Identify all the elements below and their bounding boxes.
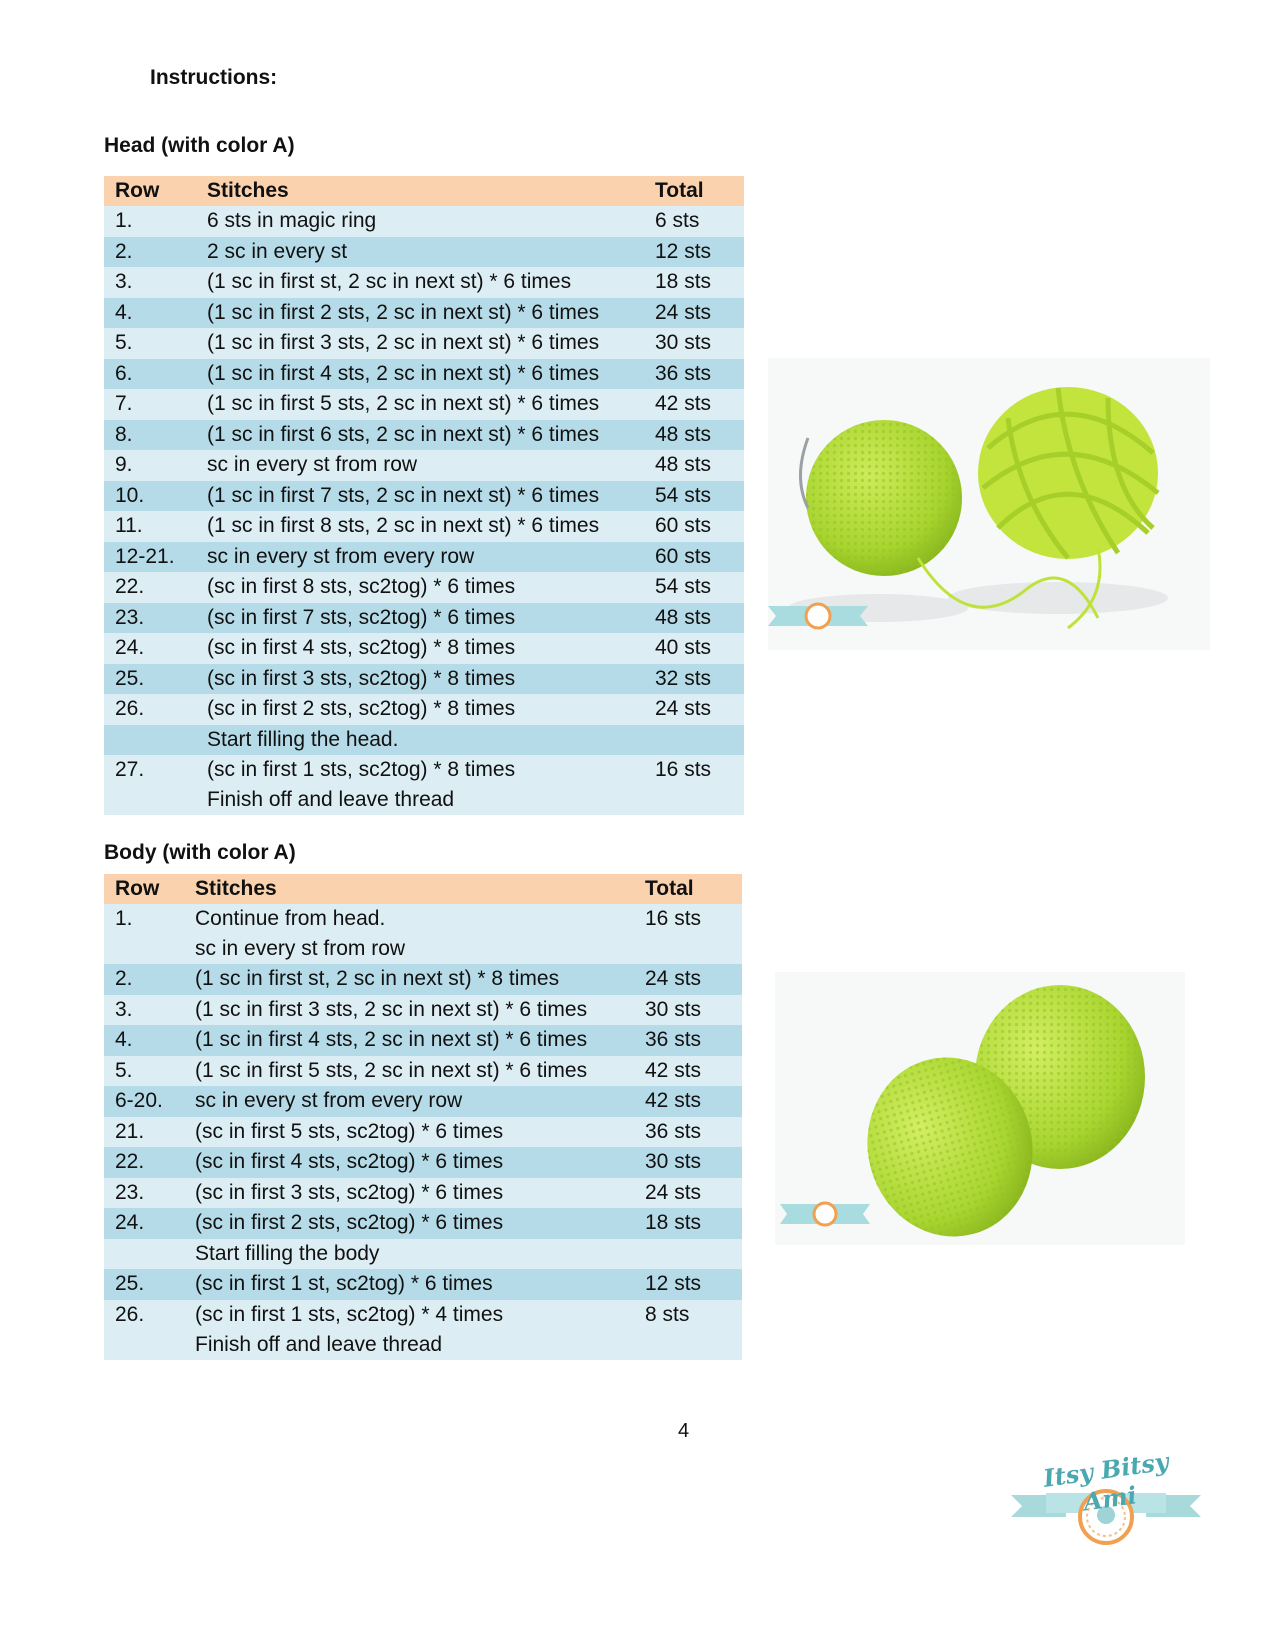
row-number: [104, 1086, 184, 1117]
row-stitches: [196, 633, 644, 664]
row-total: [644, 664, 744, 695]
row-total-text: 54 sts: [655, 483, 712, 507]
row-stitches: [184, 1269, 634, 1300]
row-stitches: [196, 450, 644, 481]
row-stitches-text: (sc in first 4 sts, sc2tog) * 6 times: [195, 1150, 504, 1173]
row-stitches-text: (sc in first 3 sts, sc2tog) * 8 times: [207, 666, 516, 690]
header-total: Total: [644, 176, 744, 206]
table-row: [104, 633, 744, 664]
row-stitches-text: (sc in first 7 sts, sc2tog) * 6 times: [207, 605, 516, 629]
row-total-text: 60 sts: [655, 514, 712, 537]
row-stitches-text: (1 sc in first 2 sts, 2 sc in next st) * 6 times: [207, 300, 600, 324]
row-number: [104, 420, 196, 451]
row-stitches-text: (1 sc in first 5 sts, 2 sc in next st) * 6 times: [195, 1058, 588, 1082]
row-stitches: [196, 328, 644, 359]
row-total-text: 24 sts: [645, 967, 702, 990]
row-number: [104, 1178, 184, 1209]
row-total: [634, 1208, 742, 1239]
row-total-text: 60 sts: [655, 544, 712, 568]
row-stitches-text: (sc in first 1 sts, sc2tog) * 4 times: [195, 1302, 504, 1326]
row-note-text: Finish off and leave thread: [207, 788, 455, 811]
row-stitches-text: (1 sc in first 5 sts, 2 sc in next st) * 6 times: [207, 392, 600, 415]
table-row: [104, 267, 744, 298]
row-number: [104, 511, 196, 542]
row-stitches: [196, 725, 644, 756]
table-row: [104, 481, 744, 512]
row-stitches-text: sc in every st from row: [207, 453, 418, 476]
row-number: [104, 572, 196, 603]
row-number: [104, 542, 196, 573]
row-number: [104, 450, 196, 481]
table-row: [104, 237, 744, 268]
row-number: [104, 1025, 184, 1056]
row-stitches-text: (1 sc in first 7 sts, 2 sc in next st) * 6 times: [207, 483, 600, 507]
row-stitches: [184, 1147, 634, 1178]
row-stitches-text: (1 sc in first 4 sts, 2 sc in next st) * 6 times: [195, 1028, 588, 1051]
row-stitches: [196, 603, 644, 634]
row-total-text: 40 sts: [655, 636, 712, 659]
header-total: Total: [634, 874, 742, 904]
row-number-text: 26.: [115, 1302, 145, 1326]
row-stitches-text: (sc in first 8 sts, sc2tog) * 6 times: [207, 575, 516, 598]
row-number-text: 11.: [115, 514, 143, 537]
row-total: [644, 633, 744, 664]
row-stitches-text: Start filling the body: [195, 1241, 380, 1265]
row-total: [644, 481, 744, 512]
row-total: [644, 542, 744, 573]
row-number: [104, 1147, 184, 1178]
row-total: [644, 420, 744, 451]
row-total: [634, 995, 742, 1026]
row-number: [104, 995, 184, 1026]
row-stitches: [184, 1117, 634, 1148]
row-number-text: 1.: [115, 209, 133, 232]
row-total: [634, 1300, 742, 1360]
watermark-logo: [780, 1203, 870, 1225]
row-stitches: [184, 1208, 634, 1239]
row-stitches-text: Continue from head.: [195, 907, 386, 930]
head-and-body-photo: [775, 972, 1185, 1245]
body-pattern-table: [104, 874, 742, 1360]
row-stitches-text: 6 sts in magic ring: [207, 209, 377, 232]
brand-logo: [1006, 1446, 1206, 1555]
row-number-text: 9.: [115, 453, 133, 476]
row-stitches-text: (1 sc in first 6 sts, 2 sc in next st) * 6 times: [207, 422, 600, 446]
table-row: [104, 206, 744, 237]
table-row: [104, 603, 744, 634]
row-number: [104, 964, 184, 995]
page-number: 4: [678, 1420, 690, 1442]
row-number-text: 24.: [115, 636, 145, 659]
row-number: [104, 389, 196, 420]
row-number: [104, 1300, 184, 1360]
watermark-logo: [768, 604, 868, 628]
row-total: [644, 206, 744, 237]
row-number: [104, 755, 196, 815]
row-stitches-text: (sc in first 4 sts, sc2tog) * 8 times: [207, 636, 516, 659]
table-row: [104, 904, 742, 964]
table-row: [104, 1147, 742, 1178]
row-stitches: [196, 572, 644, 603]
row-stitches: [196, 298, 644, 329]
head-section-title: Head (with color A): [104, 134, 295, 157]
row-stitches: [196, 206, 644, 237]
row-total: [644, 450, 744, 481]
row-total-text: 30 sts: [645, 1150, 702, 1173]
row-number-text: 21.: [115, 1119, 145, 1143]
row-total: [634, 1178, 742, 1209]
row-number: [104, 1269, 184, 1300]
row-total-text: 32 sts: [655, 666, 712, 690]
row-stitches: [196, 267, 644, 298]
row-stitches-text: (1 sc in first st, 2 sc in next st) * 6 times: [207, 270, 572, 293]
row-number-text: 25.: [115, 1272, 145, 1295]
header-row: Row: [104, 176, 196, 206]
table-row: [104, 1117, 742, 1148]
row-total: [634, 1056, 742, 1087]
row-total-text: 8 sts: [645, 1302, 690, 1326]
row-note-text: Finish off and leave thread: [195, 1332, 443, 1356]
row-stitches: [184, 1056, 634, 1087]
row-total-text: 54 sts: [655, 575, 712, 598]
row-stitches-text: (1 sc in first 4 sts, 2 sc in next st) * 6 times: [207, 361, 600, 385]
row-number-text: 23.: [115, 605, 145, 629]
row-stitches-text: (sc in first 2 sts, sc2tog) * 8 times: [207, 697, 516, 720]
row-stitches-text: (1 sc in first 3 sts, 2 sc in next st) * 6 times: [207, 331, 600, 354]
row-number-text: 27.: [115, 758, 145, 781]
row-stitches: [184, 1025, 634, 1056]
row-stitches: [196, 694, 644, 725]
row-number: [104, 267, 196, 298]
row-total-text: 24 sts: [645, 1180, 702, 1204]
row-stitches: [196, 542, 644, 573]
row-number: [104, 1056, 184, 1087]
row-number-text: 8.: [115, 422, 133, 446]
row-number-text: 22.: [115, 1150, 145, 1173]
row-total: [634, 1117, 742, 1148]
table-row: [104, 725, 744, 756]
row-stitches-text: 2 sc in every st: [207, 239, 348, 263]
row-number: [104, 664, 196, 695]
table-row: [104, 1239, 742, 1270]
row-total-text: 48 sts: [655, 605, 712, 629]
row-stitches-text: (sc in first 2 sts, sc2tog) * 6 times: [195, 1211, 504, 1234]
row-total-text: 6 sts: [655, 209, 700, 232]
row-total-text: 36 sts: [655, 361, 712, 385]
row-total-text: 42 sts: [655, 392, 712, 415]
row-stitches: [196, 420, 644, 451]
header-stitches: Stitches: [196, 176, 644, 206]
body-section-title: Body (with color A): [104, 841, 296, 864]
table-row: [104, 298, 744, 329]
row-stitches-text: sc in every st from every row: [207, 544, 475, 568]
row-stitches: [196, 389, 644, 420]
row-stitches: [184, 964, 634, 995]
table-row: [104, 755, 744, 815]
row-total: [644, 328, 744, 359]
table-row: [104, 572, 744, 603]
row-total: [644, 359, 744, 390]
row-number: [104, 603, 196, 634]
instructions-heading: Instructions:: [150, 66, 278, 89]
row-stitches-text: (1 sc in first 8 sts, 2 sc in next st) * 6 times: [207, 514, 600, 537]
row-number-text: 12-21.: [115, 544, 175, 568]
table-row: [104, 1178, 742, 1209]
row-stitches-text: Start filling the head.: [207, 727, 399, 751]
row-total: [644, 237, 744, 268]
row-total-text: 24 sts: [655, 300, 712, 324]
row-total: [644, 603, 744, 634]
row-number-text: 6.: [115, 361, 133, 385]
row-stitches: [184, 1086, 634, 1117]
row-total: [634, 964, 742, 995]
row-stitches: [196, 755, 644, 815]
row-number: [104, 904, 184, 964]
row-number-text: 4.: [115, 300, 133, 324]
row-stitches-text: (sc in first 1 st, sc2tog) * 6 times: [195, 1272, 493, 1295]
brand-logo-text: Itsy Bitsy Ami: [1041, 1446, 1171, 1517]
row-number: [104, 237, 196, 268]
row-number-text: 4.: [115, 1028, 133, 1051]
row-total-text: 12 sts: [655, 239, 712, 263]
row-number: [104, 206, 196, 237]
row-number-text: 24.: [115, 1211, 145, 1234]
row-total: [634, 1239, 742, 1270]
row-total-text: 48 sts: [655, 453, 712, 476]
row-total: [644, 694, 744, 725]
table-row: [104, 995, 742, 1026]
row-total: [634, 1147, 742, 1178]
row-number: [104, 1208, 184, 1239]
row-stitches-text: (1 sc in first st, 2 sc in next st) * 8 times: [195, 967, 560, 990]
table-row: [104, 964, 742, 995]
table-row: [104, 450, 744, 481]
head-and-yarn-photo: [768, 358, 1210, 650]
table-row: [104, 1300, 742, 1360]
row-total: [644, 267, 744, 298]
table-row: [104, 511, 744, 542]
row-total: [644, 572, 744, 603]
table-row: [104, 664, 744, 695]
row-total: [644, 725, 744, 756]
row-total: [644, 389, 744, 420]
row-stitches-text: (sc in first 3 sts, sc2tog) * 6 times: [195, 1180, 504, 1204]
row-stitches-text: (1 sc in first 3 sts, 2 sc in next st) * 6 times: [195, 997, 588, 1021]
row-stitches-text: (sc in first 1 sts, sc2tog) * 8 times: [207, 758, 516, 781]
row-number-text: 23.: [115, 1180, 145, 1204]
row-stitches: [184, 1300, 634, 1360]
table-header-row: [104, 874, 742, 904]
row-stitches: [184, 904, 634, 964]
table-row: [104, 359, 744, 390]
row-number-text: 10.: [115, 483, 145, 507]
table-row: [104, 420, 744, 451]
row-total: [634, 1025, 742, 1056]
row-total-text: 36 sts: [645, 1028, 702, 1051]
row-stitches-text: sc in every st from every row: [195, 1089, 463, 1112]
row-total-text: 30 sts: [645, 997, 702, 1021]
row-number-text: 7.: [115, 392, 133, 415]
table-row: [104, 1025, 742, 1056]
row-stitches: [196, 359, 644, 390]
row-number-text: 1.: [115, 907, 133, 930]
row-total-text: 42 sts: [645, 1058, 702, 1082]
row-total-text: 24 sts: [655, 697, 712, 720]
table-row: [104, 1086, 742, 1117]
row-stitches: [196, 664, 644, 695]
row-number: [104, 694, 196, 725]
row-total-text: 16 sts: [655, 758, 712, 781]
row-total-text: 16 sts: [645, 907, 702, 930]
row-number: [104, 1117, 184, 1148]
row-total-text: 30 sts: [655, 331, 712, 354]
header-stitches: Stitches: [184, 874, 634, 904]
row-total-text: 12 sts: [645, 1272, 702, 1295]
row-stitches: [196, 511, 644, 542]
row-stitches: [184, 1239, 634, 1270]
table-row: [104, 542, 744, 573]
row-number-text: 6-20.: [115, 1089, 163, 1112]
row-total: [634, 904, 742, 964]
row-number-text: 3.: [115, 997, 133, 1021]
row-stitches: [184, 1178, 634, 1209]
row-number: [104, 633, 196, 664]
row-number-text: 2.: [115, 239, 133, 263]
row-number: [104, 328, 196, 359]
head-pattern-table: [104, 176, 744, 815]
table-row: [104, 694, 744, 725]
header-row: Row: [104, 874, 184, 904]
table-header-row: [104, 176, 744, 206]
row-number-text: 5.: [115, 1058, 133, 1082]
row-total: [644, 511, 744, 542]
row-total: [634, 1269, 742, 1300]
row-number-text: 22.: [115, 575, 145, 598]
row-total-text: 36 sts: [645, 1119, 702, 1143]
row-total: [644, 755, 744, 815]
row-total: [644, 298, 744, 329]
table-row: [104, 389, 744, 420]
row-stitches: [196, 237, 644, 268]
table-row: [104, 1269, 742, 1300]
row-number-text: 3.: [115, 270, 133, 293]
row-total-text: 18 sts: [655, 270, 712, 293]
row-number: [104, 725, 196, 756]
row-note-text: sc in every st from row: [195, 937, 406, 960]
table-row: [104, 328, 744, 359]
row-stitches-text: (sc in first 5 sts, sc2tog) * 6 times: [195, 1119, 504, 1143]
row-number: [104, 298, 196, 329]
row-total-text: 42 sts: [645, 1089, 702, 1112]
row-number-text: 26.: [115, 697, 145, 720]
row-total-text: 48 sts: [655, 422, 712, 446]
row-stitches: [184, 995, 634, 1026]
row-number: [104, 359, 196, 390]
row-number: [104, 481, 196, 512]
table-row: [104, 1056, 742, 1087]
row-number-text: 25.: [115, 666, 145, 690]
row-number: [104, 1239, 184, 1270]
row-stitches: [196, 481, 644, 512]
table-row: [104, 1208, 742, 1239]
row-total: [634, 1086, 742, 1117]
row-total-text: 18 sts: [645, 1211, 702, 1234]
row-number-text: 2.: [115, 967, 133, 990]
row-number-text: 5.: [115, 331, 133, 354]
